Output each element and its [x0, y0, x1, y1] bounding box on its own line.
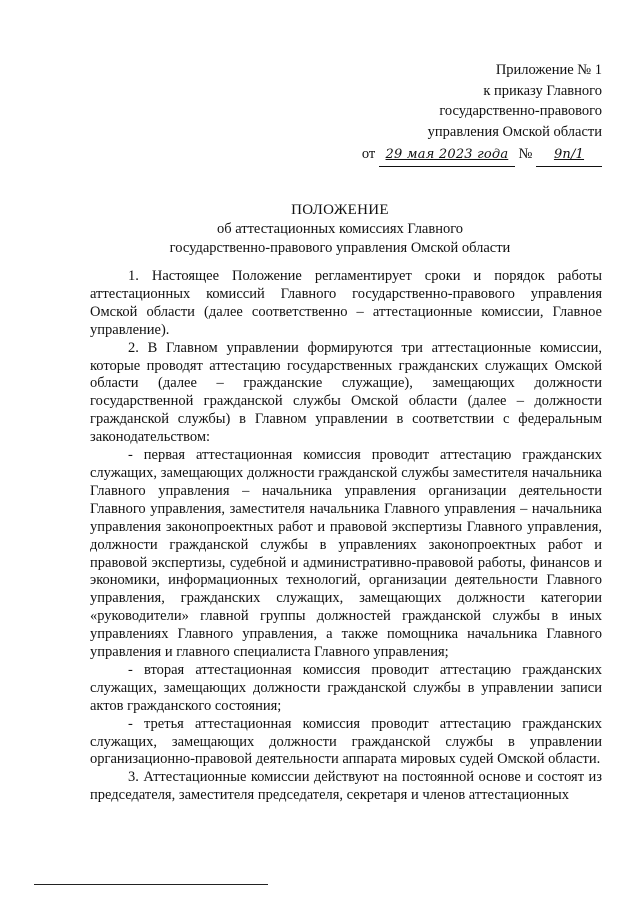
- annex-date-line: [340, 143, 602, 167]
- annex-issuer-line2: управления Омской области: [427, 123, 602, 140]
- list-item-third-commission: - третья аттестационная комиссия проводит аттестацию гражданских служащих, замещающих должности гражданской службы в управлении организационно-правовой деятельности аппарата мировых судей Омской области.: [90, 715, 602, 768]
- title-subtitle-line1: об аттестационных комиссиях Главного: [216, 221, 464, 237]
- paragraph-2: 2. В Главном управлении формируются три аттестационные комиссии, которые проводят аттестацию государственных гражданских служащих Омской области (далее – гражданские служащие), замещающих должности государственной гражданской службы Омской области (далее – должности гражданской службы) в Главном управлении в соответствии с федеральным законодательством:: [90, 339, 602, 446]
- number-label: №: [518, 146, 533, 162]
- handwritten-date: 29 мая 2023 года: [379, 144, 515, 167]
- annex-header: [340, 60, 602, 167]
- list-item-second-commission: - вторая аттестационная комиссия проводит аттестацию гражданских служащих, замещающих должности гражданской службы в управлении записи актов гражданского состояния;: [90, 661, 602, 714]
- annex-number: Приложение № 1: [495, 62, 602, 78]
- annex-order-ref: к приказу Главного: [483, 82, 602, 99]
- date-prefix: от: [361, 146, 376, 162]
- footnote-divider: [34, 884, 268, 885]
- paragraph-1: 1. Настоящее Положение регламентирует сроки и порядок работы аттестационных комиссий Главного государственно-правового управления Омской области (далее соответственно – аттестационные комиссии, Главное управление).: [90, 268, 602, 338]
- handwritten-order-number: 9п/1: [536, 144, 602, 167]
- paragraph-3: 3. Аттестационные комиссии действуют на постоянной основе и состоят из председателя, заместителя председателя, секретаря и членов аттестационных: [90, 769, 602, 804]
- document-body: [90, 268, 602, 805]
- annex-issuer-line1: государственно-правового: [439, 103, 602, 119]
- list-item-first-commission: - первая аттестационная комиссия проводит аттестацию гражданских служащих, замещающих должности гражданской службы заместителя начальника Главного управления – начальника управления организации деятельности Главного управления, заместителя начальника Главного управления – начальника управления законопроектных работ и правовой экспертизы Главного управления, должности гражданской службы в управлениях законопроектных работ и правовой экспертизы, судебной и административно-правовой работы, финансов и экономики, информационных технологий, организации деятельности Главного управления, гражданских служащих, замещающих должности категории «руководители» главной группы должностей гражданской службы в иных управлениях Главного управления, а также помощника начальника Главного управления и главного специалиста Главного управления;: [90, 447, 602, 661]
- title-heading: ПОЛОЖЕНИЕ: [291, 202, 389, 218]
- document-title: [90, 200, 590, 258]
- title-subtitle-line2: государственно-правового управления Омской области: [169, 240, 511, 256]
